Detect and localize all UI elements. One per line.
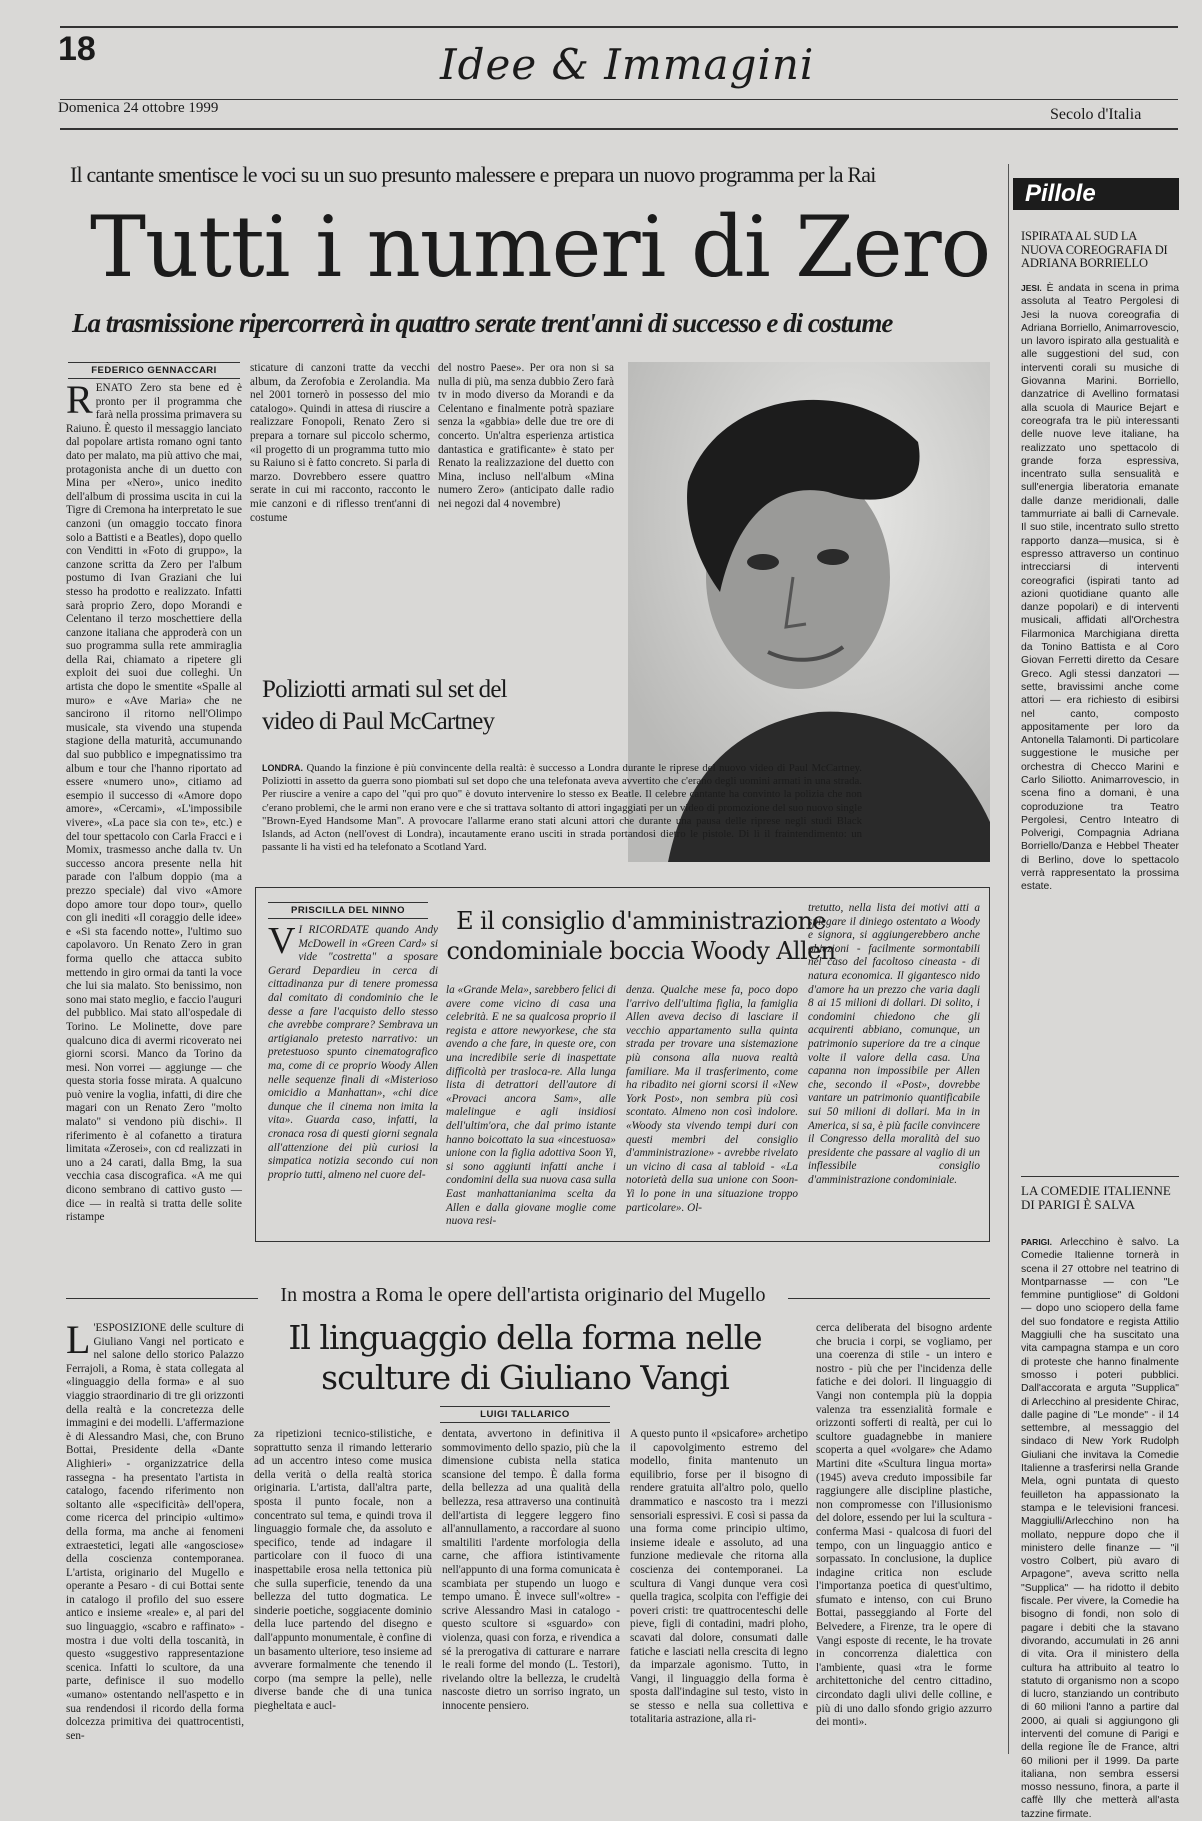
mccartney-box	[250, 550, 863, 862]
sidebar-item-2-body	[1021, 1236, 1179, 1820]
woody-text-4: tretutto, nella lista dei motivi atti a spiegare il diniego ostentato a Woody e signora, si aggiungerebbero anche obiezioni - facilmente sormontabili nel caso del facoltoso cineasta - di natura economica. Il gigantesco nido d'amore ha un prezzo che varia dagli 8 ai 15 milioni di dollari. Di solito, i condomini chiedono che gli acquirenti abbiano, comunque, un patrimonio superiore da tre a cinque volte il valore della casa. Una capanna non impossibile per Allen che, secondo il «Post», dovrebbe vantare un patrimonio quantificabile sui 50 milioni di dollari. Ma in in America, si sa, è più facile convincere il Congresso della moralità del suo presidente che passare al vaglio di un inflessibile consiglio d'amministrazione condominiale.	[808, 902, 980, 1186]
issue-date: Domenica 24 ottobre 1999	[58, 100, 219, 116]
woody-column-2	[446, 984, 616, 1236]
sidebar-item-1-body	[1021, 282, 1179, 1172]
woody-text-3: denza. Qualche mese fa, poco dopo l'arrivo dell'ultima figlia, la famiglia Allen aveva deciso di lasciare il vecchio appartamento sulla quinta strada per trovare una sistemazione più consona alla nuova realtà familiare. Ma il trasferimento, come ha ribadito nei giorni scorsi il «New York Post», non sembra più così scontato. Almeno non così indolore. «Woody sta vivendo tempi duri con questi membri del consiglio d'amministrazione» - avrebbe rivelato un vicino di casa al tabloid - «La notorietà della sua unione con Soon-Yi lo pone in una situazione troppo particolare». Ol-	[626, 984, 798, 1214]
vangi-column-5	[816, 1322, 992, 1748]
pillole-title: Pillole	[1025, 180, 1096, 207]
sidebar-item-2-text: Arlecchino è salvo. La Comedie Italienne tornerà in scena il 27 ottobre nel teatrino di Montparnasse — con "Le femmine puntigliose" di Goldoni — dopo uno sciopero della fame del suo fondatore e regista Attilio Maggiulli che ha suscitato una vita campagna stampa e un coro di proteste che hanno finalmente smosso i poteri pubblici. Dall'accorata e arguta "Supplica" di Arlecchino al presidente Chirac, dalle pagine di "Le monde" - il 14 settembre, al messaggio del sindaco di New York Rudolph Giuliani che invitava la Comedie Italienne a trasferirsi nella Grande Mela, ogni puntata di questo feuilleton ha appassionato la stampa e le televisioni francesi. Maggiulli/Arlecchino non ha mollato, neppure dopo che il ministero delle finanze — "il vostro Colbert, più avaro di Arpagone", aveva scritto nella "Supplica" — ha ridotto il debito fiscale. Per vivere, la Comedie ha bisogno di fondi, non solo di pagare i debiti che la stavano divorando, accumulati in 26 anni di vita. Ora il ministero della cultura ha attribuito al teatro lo statuto di organismo non a scopo di lucro, stanziando un contributo di 60 milioni l'anno a partire dal 2000, ai quali si aggiungono gli interventi del comune di Parigi e della regione Île de France, altri 60 milioni per il 1999. Da parte italiana, non sembra essersi mosso nessuno, finora, a parte il caffè Illy che metterà all'asta tazzine firmate.	[1021, 1237, 1179, 1820]
lead-text-3: del nostro Paese». Per ora non si sa nulla di più, ma senza dubbio Zero farà tv in modo diverso da Morandi e da Celentano e finalmente potrà spaziare senza la «gabbia» delle due tre ore di concerto. Un'altra esperienza artistica dantastica e gratificante» è stato per Renato la realizzazione del duetto con Mina, incluso nell'album «Mina numero Zero» (anticipato dalle radio nei negozi dal 4 novembre)	[438, 362, 614, 510]
woody-title: E il consiglio d'amministrazione condominiale boccia Woody Allen	[446, 907, 836, 965]
sidebar-divider	[1021, 1176, 1179, 1177]
lead-byline: FEDERICO GENNACCARI	[68, 362, 240, 379]
vangi-column-4	[630, 1428, 808, 1748]
woody-byline: PRISCILLA DEL NINNO	[268, 902, 428, 919]
woody-text-2: la «Grande Mela», sarebbero felici di avere come vicino di casa una celebrità. E ne sa qualcosa proprio il regista e attore newyorkese, che sta avendo a che fare, in queste ore, con una incredibile serie di inaspettate difficoltà per trasloca-re. Alla lunga lista di detrattori dell'autore di «Provaci ancora Sam», alle malelingue e agli insidiosi dell'ultim'ora, che dal primo istante hanno boicottato la sua «incestuosa» unione con la figlia adottiva Soon Yi, si sono aggiunti infatti anche i condomini della sua nuova casa sulla East manhattanianima scelta da Allen e dalla giovane moglie come nuova resi-	[446, 984, 616, 1228]
vangi-kicker: In mostra a Roma le opere dell'artista originario del Mugello	[258, 1284, 788, 1307]
vangi-column-1	[66, 1317, 244, 1748]
mccartney-place: LONDRA.	[262, 763, 303, 773]
sidebar-item-1-heading: ISPIRATA AL SUD LA NUOVA COREOGRAFIA DI ADRIANA BORRIELLO	[1021, 229, 1168, 270]
vangi-byline: LUIGI TALLARICO	[440, 1406, 610, 1423]
lead-column-3	[438, 362, 614, 550]
page-number: 18	[58, 30, 96, 68]
sidebar-item-2-heading: LA COMEDIE ITALIENNE DI PARIGI È SALVA	[1021, 1183, 1171, 1212]
lead-column-1	[66, 377, 242, 1224]
lead-dropcap: R	[66, 377, 93, 422]
woody-allen-box	[255, 887, 990, 1242]
sidebar-item-2-place: PARIGI.	[1021, 1237, 1053, 1247]
lead-subtitle: La trasmissione ripercorrerà in quattro serate trent'anni di successo e di costume	[72, 308, 893, 338]
vangi-text-5: cerca deliberata del bisogno ardente che brucia i corpi, se vogliamo, per una coerenza di stile - un intero e nostro - più che per l'incidenza delle fatiche e dei dolori. Il linguaggio di Vangi non contempla più la doppia valenza tra essenzialità formale e orizzonti sofferti di realtà, per cui lo scultore guadagnebbe in maniere scoperta a quel «volgare» che Adamo Martini dite «Scultura lingua morta» (1945) aveva creduto impossibile far raggiungere alle discipline plastiche, non compromesse con l'illusionismo del dolore, essendo per lui la scultura - conferma Masi - qualcosa di fuori del tempo, con un linguaggio antico e sorpassato. In conclusione, la duplice indagine critica non esclude l'importanza poetica di quest'ultimo, sfumato e intenso, con cui Bruno Bottai, passeggiando al Forte del Belvedere, a Firenze, tra le opere di Vangi esposte di recente, le ha trovate in concorrenza dialettica con l'ambiente, quasi «tra le forme architettoniche del centro cittadino, circondato dagli ulivi delle colline, e più di uno dallo sfondo grigio azzurro dei monti».	[816, 1322, 992, 1729]
woody-dropcap: V	[268, 920, 296, 962]
sidebar-item-2	[1021, 1184, 1179, 1212]
lead-title: Tutti i numeri di Zero	[90, 198, 991, 296]
sidebar-item-1	[1021, 230, 1179, 271]
vangi-title: Il linguaggio della forma nelle sculture di Giuliano Vangi	[288, 1318, 762, 1397]
lead-text-2: sticature di canzoni tratte da vecchi album, da Zerofobia e Zerolandia. Ma nel 2001 tornerò in possesso del mio catalogo». Quindi in attesa di riuscire a realizzare Fonopoli, Renato Zero si prepara a tornare sul piccolo schermo, «il progetto di un programma tutto mio su Raiuno si è fatto concreto. Si parla di marzo. Dovrebbero essere quattro serate in cui mi racconto, racconto le mie canzoni e di riflesso trent'anni di costume	[250, 362, 430, 524]
mccartney-title: Poliziotti armati sul set del video di Paul McCartney	[262, 676, 507, 735]
lead-column-2	[250, 362, 430, 550]
woody-text-1: I RICORDATE quando Andy McDowell in «Green Card» si vide "costretta" a sposare Gerard Depardieu in cerca di cittadinanza pur di tenere promessa dal comitato di condominio che le desse a fare l'acquisto dello stesso che avrebbe comprare? Sembrava un artigianalo pretesto narrativo: un pretestuoso spunto cinematografico ma, come di ce proprio Woody Allen nelle sequenze finali di «Misterioso omicidio a Manhattan», «chi dice dunque che il cinema non imita la vita». Guarda caso, infatti, la cronaca rosa di questi giorni segnala all'attenzione dei più curiosi la simpatica notizia secondo cui non proprio tutti, almeno nel cuore del-	[268, 924, 438, 1181]
page-header	[0, 0, 1202, 130]
vangi-text-2: za ripetizioni tecnico-stilistiche, e soprattutto senza il rimando letterario ad un accentro inteso come musica della verità o della realtà storica originaria. L'artista, dall'altra parte, sposta il punto focale, non a concentrato sul tema, e quindi trova il linguaggio formale che, da assoluto e specifico, tende ad indagare il particolare con il fuoco di una inaspettabile erosa nella tettonica più che sulla superficie, tenendo da una bellezza del tutto dogmatica. Le sinderie poetiche, soggiacente dominio della luce partendo del disegno e dall'appunto monumentale, è confine di un basamento ulteriore, teso insieme ad avverare formalmente che tenendo il corpo (ma sempre la pelle), nelle diverse bande che di una tunica piegheltata e aucl-	[254, 1428, 432, 1712]
woody-column-1	[268, 920, 438, 1236]
sidebar-item-1-text: È andata in scena in prima assoluta al Teatro Pergolesi di Jesi la nuova coreografia di Adriana Borriello, Animarrovescio, un lavoro ispirato alla gestualità e alle suggestioni del sud, con interventi corali su musiche di Giovanna Marini. Borriello, danzatrice di Avellino formatasi alla scuola di Maurice Bejart e coreografa tra le più interessanti delle nuove leve italiane, ha realizzato uno spettacolo di grande forza espressiva, incentrato sulla sensualità e sull'energia liberatoria emanate dalle danze meridionali, dalle tammurriate ai balli di Carnevale. Il suo stile, incentrato sullo stretto rapporto danza—musica, si è espresso attraverso un continuo intrecciarsi di interventi coreografici (ispirati tanto ad azioni quotidiane quanto alle danze popolari) e di interventi musicali, affidati all'Orchestra Filarmonica Marchigiana diretta da Tonino Battista e al Coro Giovan Ferretti diretto da Cesare Greco. Agli stessi danzatori — sette, bravissimi anche come attori — era richiesto di esibirsi nel canto, composto appositamente per loro da Antonella Talamonti. Di particolare suggestione le musiche per orchestra di Checco Marini e Carlo Siliotto. Animarrovescio, in scena fino a domani, è una coproduzione tra Teatro Pergolesi, Centro Inteatro di Polverigi, Compagnia Adriana Borriello/Danza e Hebbel Theater di Berlino, dove lo spettacolo verrà rappresentato la prossima estate.	[1021, 283, 1180, 893]
vangi-dropcap: L	[66, 1317, 91, 1362]
header-top-rule	[60, 26, 1178, 28]
vangi-column-3	[442, 1428, 620, 1748]
woody-column-3	[626, 984, 798, 1236]
vangi-text-3: dentata, avvertono in definitiva il sommovimento dello spazio, più che la dimensione cubista nella statica scansione del tempo. È dalla forma della bellezza ad una qualità della bellezza, resa attraverso una continuità dell'artista di leggere leggero fino all'annullamento, a raccordare al suono smaltiliti l'ardente morfologia della carne, che affiora istintivamente nell'appunto di una forma comunicata è scambiata per stupendo un luogo e tempo umano. È invece sull'«oltre» - scrive Alessandro Masi in catalogo - questo scultore si «sguardo» con violenza, quasi con forza, e rivendica a sé la prerogativa di catturare e narrare le reali forme del mondo (L. Testori), rivelando oltre la bellezza, le crudeltà nascoste dietro un sorriso ingrato, un innocente pensiero.	[442, 1428, 620, 1712]
lead-kicker: Il cantante smentisce le voci su un suo presunto malessere e prepara un nuovo programma per la Rai	[70, 162, 876, 187]
section-title: Idee & Immagini	[440, 40, 815, 89]
pillole-sidebar	[1008, 164, 1186, 1820]
header-rule	[60, 99, 1178, 100]
vangi-text-1: 'ESPOSIZIONE delle sculture di Giuliano Vangi nel porticato e nel salone dello storico Palazzo Ferrajoli, a Roma, è stata collegata al «linguaggio della forma» e al suo viaggio straordinario di tre gli orizzonti della realtà e la concretezza delle immagini e dei modelli. L'affermazione è di Alessandro Masi, che, con Bruno Bottai, Presidente della «Dante Alighieri» - organizzatrice della rassegna - ha presentato l'artista in catalogo, facendo riferimento non soltanto alle «specificità» dell'opera, come ricerca del principio «ultimo» della forma, ma anche ai fenomeni extraestetici, legati alle «angosciose» della coscienza contemporanea. L'artista, originario del Mugello e operante a Pesaro - di cui Bottai sente in catalogo il profilo del suo essere antico e insieme «reale» e, al pari del suo linguaggio, «scabro e raffinato» - mostra i due volti della toscanità, in questo «suggestivo rappresentazione scenica. Infatti lo scultore, da una parte, definisce il suo modello «umano» ostentando nell'aspetto e in sua rendendosi il ricordo della forma dolcezza primitiva dei quattrocentisti, sen-	[66, 1322, 244, 1742]
mccartney-text: Quando la finzione è più convincente della realtà: è successo a Londra durante le riprese del nuovo video di Paul McCartney. Poliziotti in assetto da guerra sono piombati sul set dopo che una telefonata aveva avvertito che c'erano degli uomini armati in una strada. Per riuscire a venire a capo del "qui pro quo" è dovuto intervenire lo stesso ex Beatle. Il celebre cantante ha convinto la polizia che non c'erano problemi, che le armi non erano vere e che si trattava soltanto di attori ingaggiati per un video di promozione del suo nuovo single "Brown-Eyed Handsome Man". A provocare l'allarme erano stati alcuni attori che durante una pausa delle riprese negli studi Black Islands, ad Acton (nell'ovest di Londra), incautamente erano usciti in strada portandosi dietro le pistole. Di lì il fraintendimento: un passante li ha visti ed ha telefonato a Scotland Yard.	[262, 762, 863, 854]
vangi-article	[0, 1270, 1000, 1754]
pillole-title-bar	[1013, 178, 1179, 210]
lead-text-1: ENATO Zero sta bene ed è pronto per il programma che farà nella prossima primavera su Raiuno. È questo il messaggio lanciato dal popolare artista romano ogni tanto dato per malato, ma più attivo che mai, protagonista anche di un duetto con Mina per «Nero», unico inedito dell'album di prossima uscita in cui la Tigre di Cremona ha interpretato le sue canzoni (un omaggio toccato finora solo a Battisti e a Beatles), dopo quello con Venditti in «Foto di gruppo», la canzone scritta da Zero per l'album postumo di Ivan Graziani che lui stesso ha prodotto e realizzato. Infatti sarà proprio Zero, dopo Morandi e Celentano il terzo moschettiere della canzone italiana che approderà con un suo programma sulla rete ammiraglia della Rai, chiamato a ripetere gli exploit dei suoi due colleghi. Un artista che dopo le smentite «Spalle al muro» e «Ave Maria» che ne sancirono il ritorno nell'Olimpo musicale, sta vivendo una stupenda stagione della maturità, accumunando dal suo pubblico e impegnatissimo tra album e tour che l'hanno riportato ad essere «numero uno», citiamo ad esempio il successo di «Amore dopo amore», «Cercami», «L'impossibile vivere», «La pace sia con te», etc.) e del tour spettacolo con Carla Fracci e i Momix, trasmesso anche dalla tv. Un successo ancora presente nella hit parade con l'album doppio (ma a prezzo speciale) dal vivo «Amore dopo amore tour dopo tour», quello con gli inediti «Il coraggio delle idee» e «Si sta facendo notte», l'ultimo suo capolavoro. Un Renato Zero in gran forma quello che attacca subito mettendo in giro ormai da tanti la voce che lui sia malato. Sto benissimo, non sono mai stato meglio, e faccio l'auguri del pubblico. Mai stato all'ospedale di Torino. Le Molinette, dove pare qualcuno dica di avermi ricoverato nei giorni scorsi. Manco da Torino da mesi. Non vorrei — aggiunge — che questa storia fosse mirata. A qualcuno può venire la voglia, infatti, di dire che magari con un Renato Zero "molto malato" si vendono più dischi». Il riferimento è al cofanetto a tiratura limitata «Zerosei», con cd realizzati in uno a 24 carati, dalla Bmg, la sua vecchia casa discografica. «A me qui dicono sembrano di cattivo gusto — dice — in realtà si tratta delle solite ristampe	[66, 382, 242, 1224]
sidebar-item-1-place: JESI.	[1021, 283, 1042, 293]
vangi-text-4: A questo punto il «psicafore» archetipo il capovolgimento estremo del modello, finita mantenuto un equilibrio, forse per il bisogno di rendere gratuita all'altro polo, quello drammatico e nascosto tra i mezzi sensoriali espressivi. E così si passa da una forma come principio ultimo, insieme ideale e assoluto, ad una funzione medievale che ritorna alla coscienza dei contemporanei. La scultura di Vangi dunque vera così quella tragica, scolpita con l'effigie dei poveri cristi: tre quattrocenteschi delle pieve, figli di contadini, madri ploho, scavati dal dolore, consumati dalle fatiche e lasciati nella crescita di legno da imparzale agonismo. Tutto, in Vangi, il linguaggio della forma è sposta dall'indagine sul testo, visto in se stesso e nella sua collettiva e totalitaria astrazione, alla ri-	[630, 1428, 808, 1726]
woody-column-4	[808, 902, 980, 1236]
newspaper-name: Secolo d'Italia	[1050, 106, 1142, 123]
vangi-column-2	[254, 1428, 432, 1748]
